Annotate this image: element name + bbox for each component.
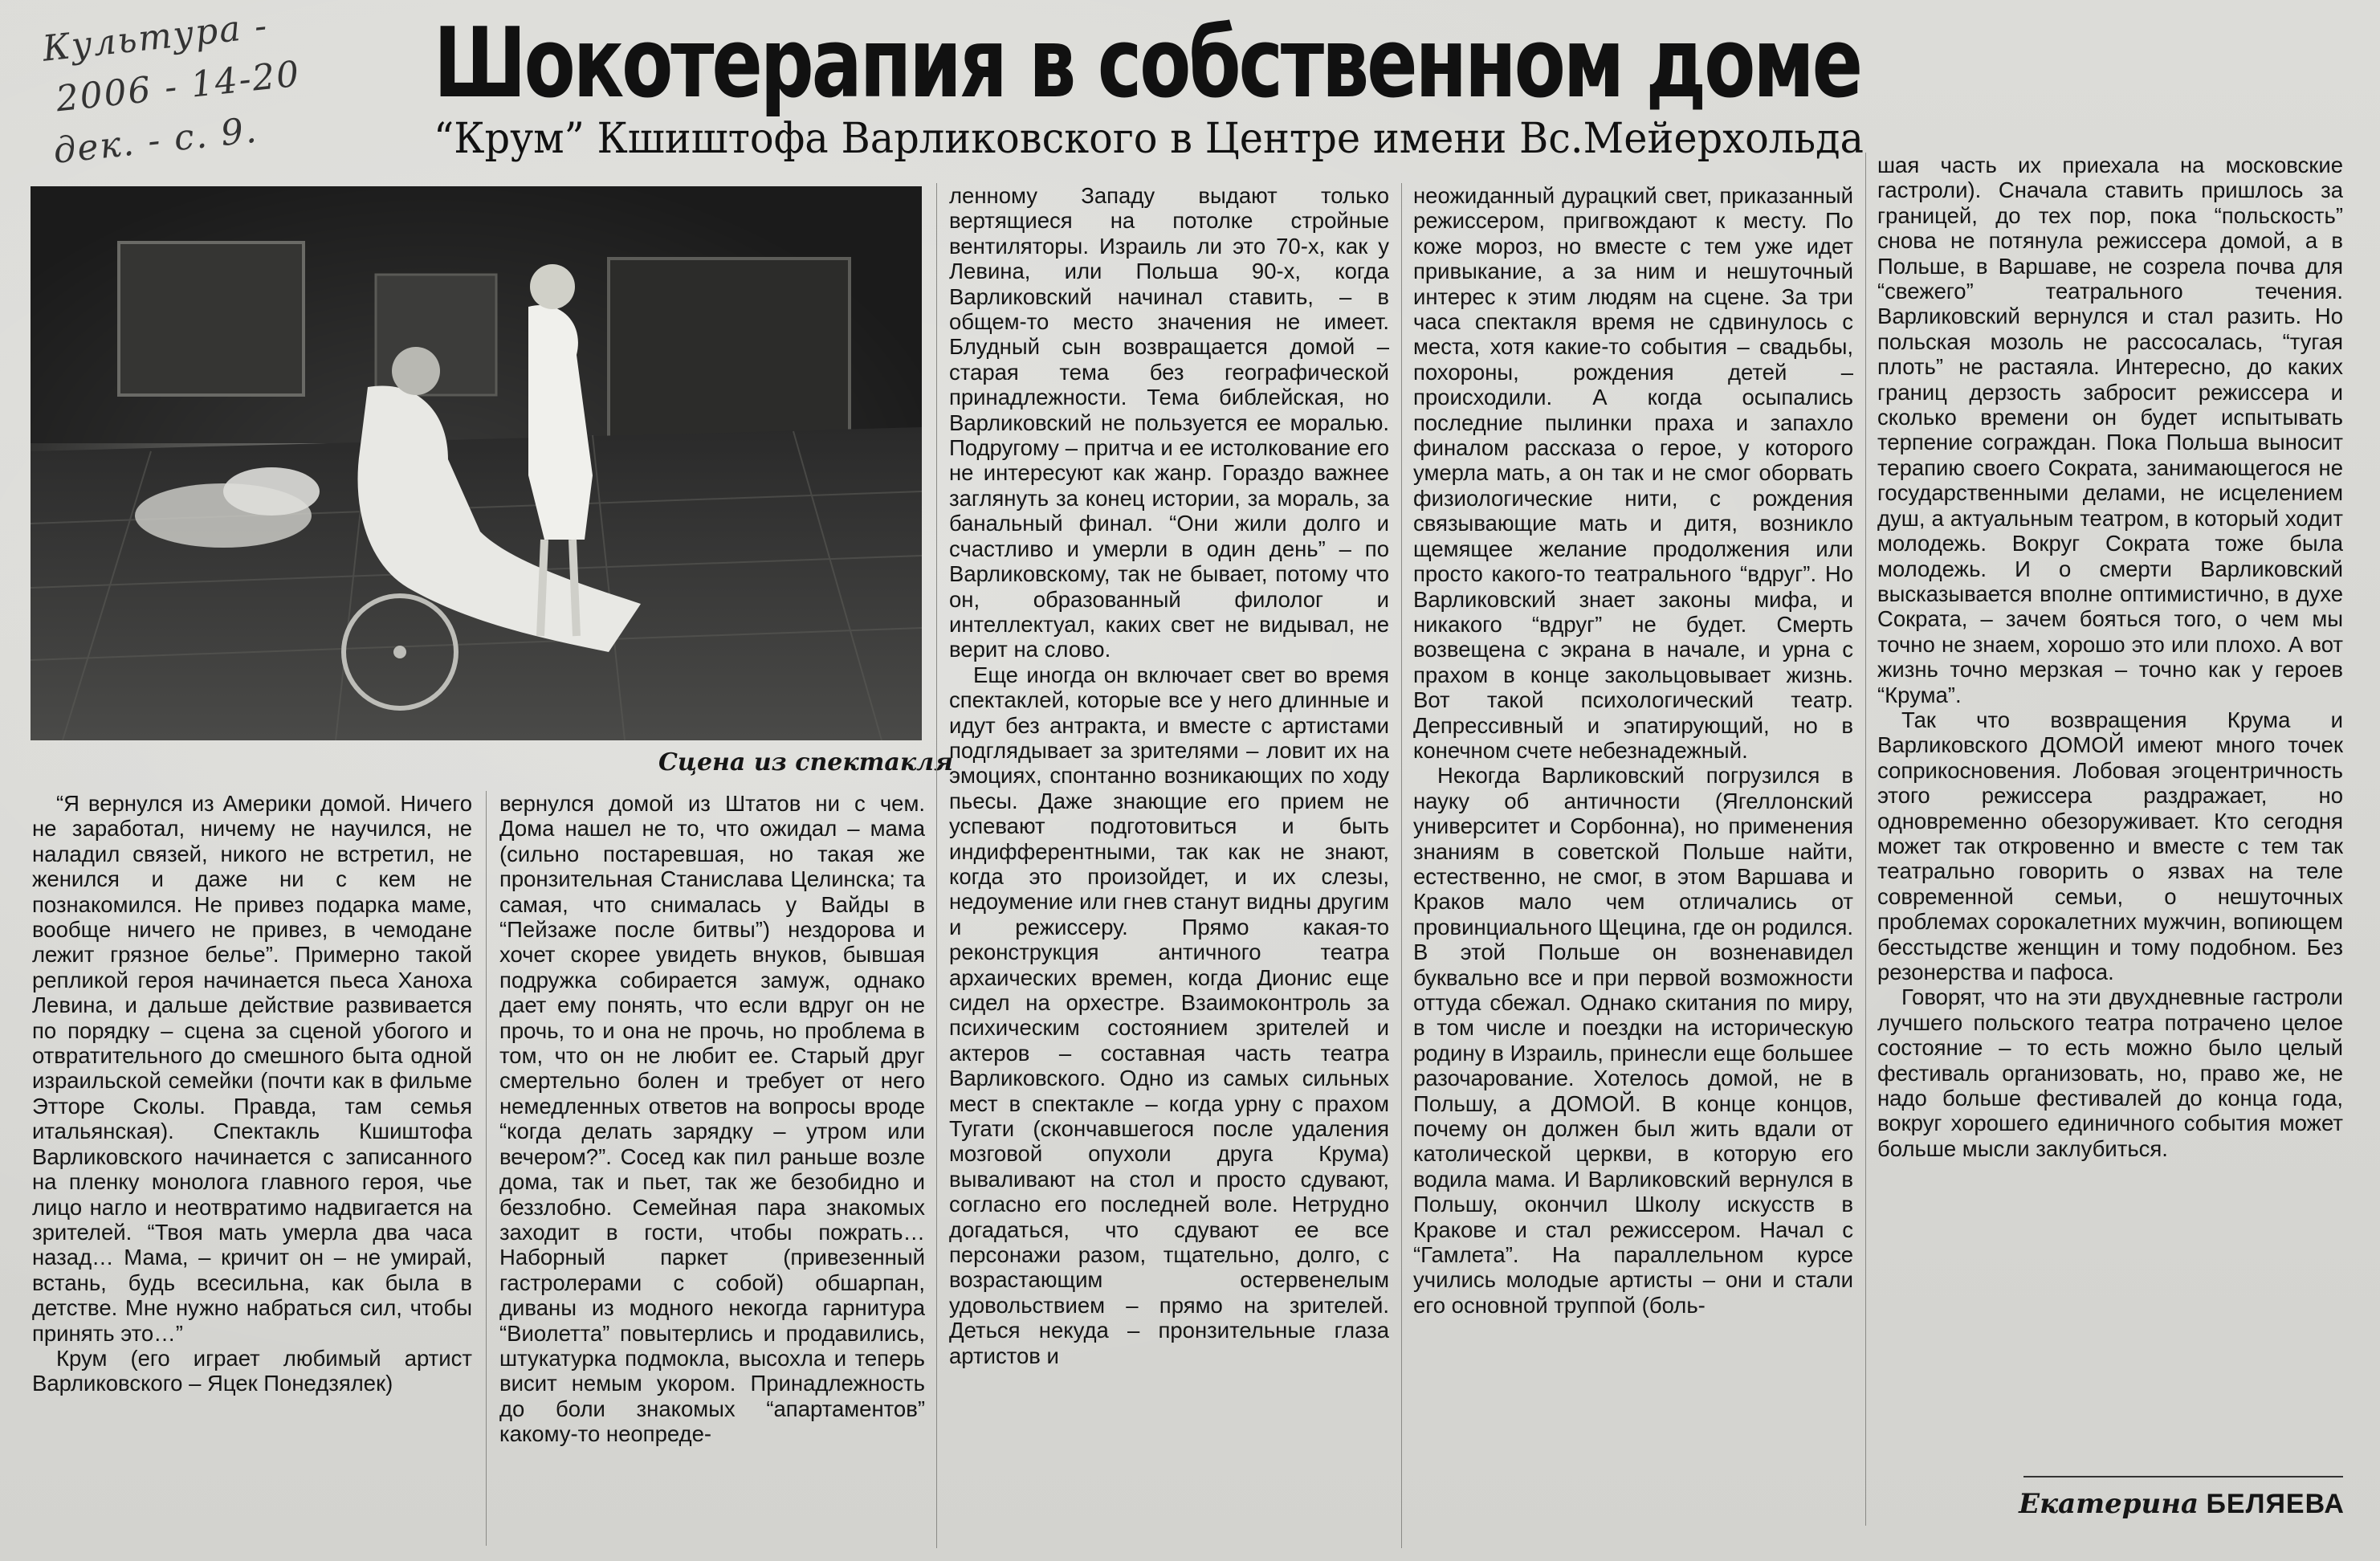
article-column-5 [1877,153,2343,1469]
author-byline [2007,1484,2345,1524]
article-column-3 [949,183,1389,1548]
stage-photo [31,186,922,740]
article-column-2 [499,791,925,1546]
paragraph: вернулся домой из Штатов ни с чем. Дома нашел не то, что ожидал – мама (сильно постаревшая, но такая же пронзительная Станислава Целинска; та самая, что снималась у Вайды в “Пейзаже после битвы”) нездорова и хочет скорее увидеть внуков, бывшая подружка собирается замуж, однако дает ему понять, что если вдруг он не прочь, то и она не прочь, но проблема в том, что он не любит ее. Старый друг смертельно болен и требует от него немедленных ответов на вопросы вроде “когда делать зарядку – утром или вечером?”. Сосед как пил раньше возле дома, так и пьет, так же безобидно и беззлобно. Семейная пара знакомых заходит в гости, чтобы пожрать… Наборный паркет (привезенный гастролерами с собой) обшарпан, диваны из модного некогда гарнитура “Виолетта” повытерлись и продавились, штукатурка подмокла, высохла и теперь висит немым укором. Принадлежность до боли знакомых “апартаментов” какому-то неопреде- [499,791,925,1447]
byline-rule [2023,1476,2343,1477]
article-title: Шокотерапия в собственном доме [434,8,1861,120]
author-first-name: Екатерина [2019,1488,2199,1520]
column-divider [1401,183,1402,1548]
paragraph: “Я вернулся из Америки домой. Ничего не заработал, ничему не научился, не наладил связей, никого не встретил, не женился и даже ни с кем не познакомился. Не привез подарка маме, вообще ничего не привез, в чемодане лежит грязное белье”. Примерно такой репликой героя начинается пьеса Ханоха Левина, и дальше действие развивается по порядку – сцена за сценой убогого и отвратительного до смешного быта одной израильской семейки (почти как в фильме Этторе Сколы. Правда, там семья итальянская). Спектакль Кшиштофа Варликовского начинается с записанного на пленку монолога главного героя, чье лицо нагло и неотвратимо надвигается на зрителей. “Твоя мать умерла два часа назад… Мама, – кричит он – не умирай, встань, будь всесильна, как была в детстве. Мне нужно набраться сил, чтобы принять это…” [32,791,472,1346]
handwritten-note-line-1: Культура - [40,5,271,70]
article-subtitle: “Крум” Кшиштофа Варликовского в Центре имени Вс.Мейерхольда [434,115,1864,163]
paragraph: Еще иногда он включает свет во время спектаклей, которые все у него длинные и идут без антракта, и вместе с артистами подглядывает за зрителями – ловит их на эмоциях, спонтанно возникающих по ходу пьесы. Даже знающие его прием не успевают подготовиться и быть индифферентными, так как не знают, когда это произойдет, и их слезы, недоумение или гнев станут видны другим и режиссеру. Прямо какая-то реконструкция античного театра архаических времен, когда Дионис еще сидел на орхестре. Взаимоконтроль за психическим состоянием зрителей и актеров – составная часть театра Варликовского. Одно из самых сильных мест в спектакле – когда урну с прахом Тугати (скончавшегося после удаления мозговой опухоли друга Крума) вываливают на стол и просто сдувают, согласно его последней воле. Нетрудно догадаться, что сдувают ее все персонажи разом, тщательно, долго, с возрастающим остервенелым удовольствием – прямо на зрителей. Деться некуда – пронзительные глаза артистов и [949,662,1389,1368]
article-column-1 [32,791,472,1546]
article-column-4 [1413,183,1853,1548]
stage-photo-image [31,186,922,740]
column-divider [486,791,487,1546]
handwritten-note [40,0,433,192]
photo-caption: Сцена из спектакля [658,748,954,776]
paragraph: Так что возвращения Крума и Варликовского ДОМОЙ имеют много точек соприкосновения. Лобовая эгоцентричность этого режиссера раздражает, но одновременно обезоруживает. Кто сегодня может так откровенно и вместе с тем так театрально говорить о язвах на теле современной семьи, о нешуточных проблемах сорокалетних мужчин, вопиющем бесстыдстве женщин и тому подобном. Без резонерства и пафоса. [1877,707,2343,984]
paragraph: Некогда Варликовский погрузился в науку об античности (Ягеллонский университет и Сорбонна), но применения знаниям в советской Польше найти, естественно, не смог, в этом Варшава и Краков мало чем отличались от провинциального Щецина, где он родился. В этой Польше он возненавидел буквально все и при первой возможности оттуда сбежал. Однако скитания по миру, в том числе и поездки на историческую родину в Израиль, принесли еще большее разочарование. Хотелось домой, не в Польшу, а ДОМОЙ. В конце концов, почему он должен был жить вдали от католической церкви, в которую его водила мама. И Варликовский вернулся в Польшу, окончил Школу искусств в Кракове и стал режиссером. Начал с “Гамлета”. На параллельном курсе учились молодые артисты – они и стали его основной труппой (боль- [1413,763,1853,1318]
author-last-name: БЕЛЯЕВА [2206,1489,2345,1519]
column-divider [1865,153,1866,1526]
paragraph: Крум (его играет любимый артист Варликовского – Яцек Понедзялек) [32,1345,472,1396]
handwritten-note-line-3: дек. - с. 9. [51,109,260,172]
paragraph: неожиданный дурацкий свет, приказанный режиссером, пригвождают к месту. По коже мороз, но вместе с тем уже идет привыкание, а за ним и нешуточный интерес к этим людям на сцене. За три часа спектакля время не сдвинулось с места, хотя какие-то события – свадьбы, похороны, рождения детей – происходили. А когда осыпались последние пылинки праха и запахло финалом рассказа о герое, у которого умерла мать, а он так и не смог оборвать физиологические нити, с рождения связывающие мать и дитя, возникло щемящее желание продолжения или просто какого-то театрального “вдруг”. Но Варликовский знает законы мифа, и никакого “вдруг” не будет. Смерть возвещена с экрана в начале, и урна с прахом в конце закольцовывает жизнь. Вот такой психологический театр. Депрессивный и эпатирующий, но в конечном счете небезнадежный. [1413,183,1853,763]
paragraph: Говорят, что на эти двухдневные гастроли лучшего польского театра потрачено целое состояние – то есть можно было целый фестиваль организовать, но, право же, не надо больше фестивалей до конца года, вокруг хорошего единичного события может больше мысли заклубиться. [1877,984,2343,1161]
handwritten-note-line-2: 2006 - 14-20 [54,53,303,120]
paragraph: ленному Западу выдают только вертящиеся на потолке стройные вентиляторы. Израиль ли это 70-х, как у Левина, или Польша 90-х, когда Варликовский начинал ставить, – в общем-то место значения не имеет. Блудный сын возвращается домой – старая тема без географической принадлежности. Тема библейская, но Варликовский не пользуется ее моралью. Подругому – притча и ее истолкование его не интересуют как жанр. Гораздо важнее заглянуть за конец истории, за мораль, за банальный финал. “Они жили долго и счастливо и умерли в один день” – по Варликовскому, так не бывает, потому что он, образованный филолог и интеллектуал, каких свет не видывал, не верит на слово. [949,183,1389,662]
paragraph: шая часть их приехала на московские гастроли). Сначала ставить пришлось за границей, до тех пор, пока “польскость” снова не потянула режиссера домой, а в Польше, в Варшаве, не созрела почва для “свежего” театрального течения. Варликовский вернулся и стал разить. Но польская мозоль не рассосалась, “тугая плоть” не растаяла. Интересно, до каких границ дерзость забросит режиссера и сколько времени он будет испытывать терпение сограждан. Пока Польша выносит терапию своего Сократа, занимающегося не государственными делами, не исцелением душ, а актуальным театром, в который ходит молодежь. Вокруг Сократа тоже была молодежь. И о смерти Варликовский высказывается вполне оптимистично, в духе Сократа, – зачем бояться того, о чем мы точно не знаем, хорошо это или плохо. А вот жизнь точно мерзкая – точно как у героев “Крума”. [1877,153,2343,707]
column-divider [936,183,937,1548]
